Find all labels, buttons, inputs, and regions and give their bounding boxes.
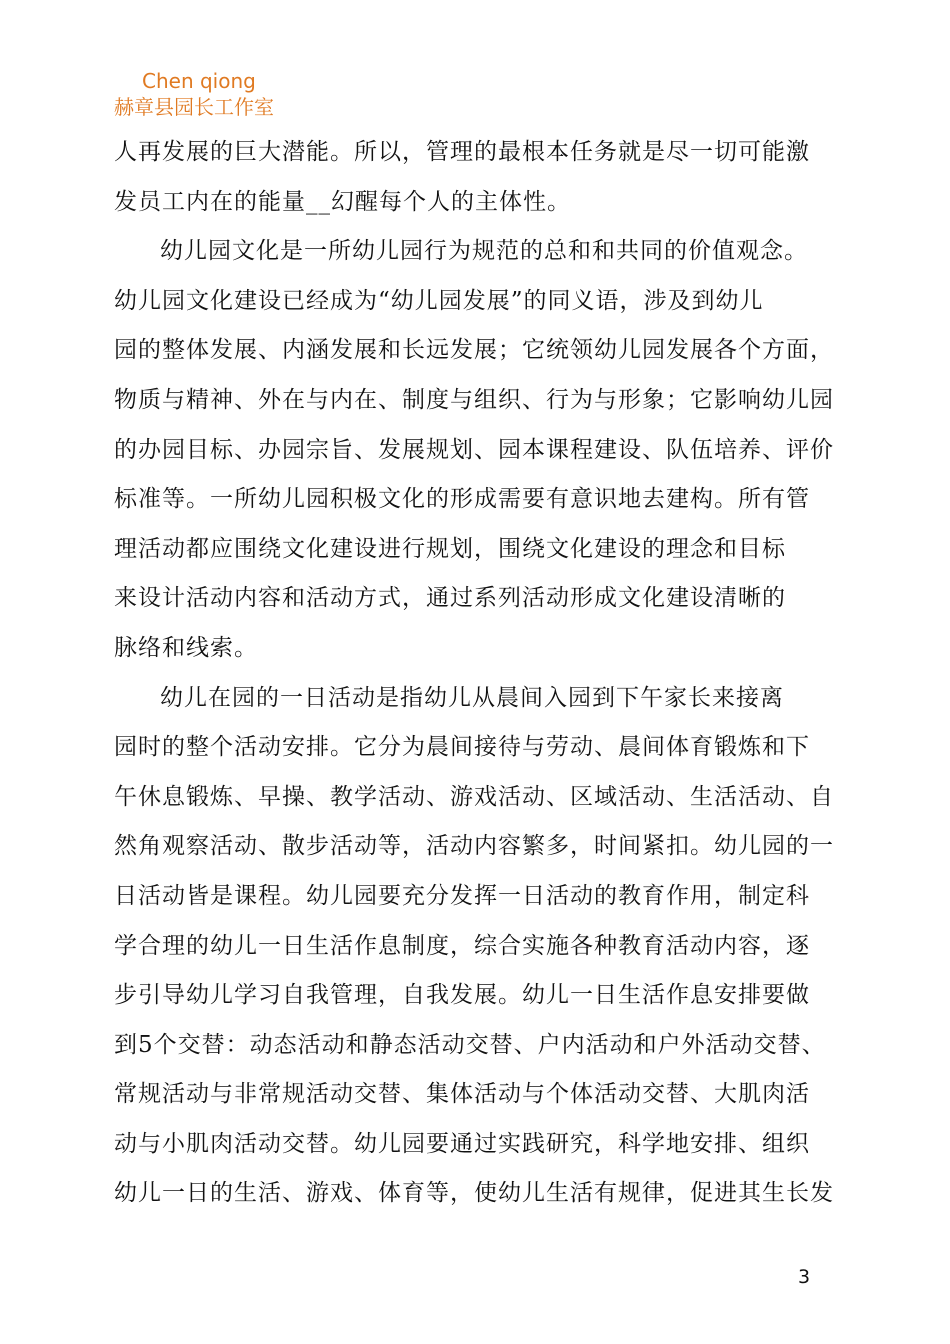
text-line: 脉络和线索。 — [114, 634, 258, 661]
text-line: 物质与精神、外在与内在、制度与组织、行为与形象；它影响幼儿园 — [114, 386, 834, 413]
text-line: 理活动都应围绕文化建设进行规划，围绕文化建设的理念和目标 — [114, 535, 786, 562]
header-author: Chen qiong — [142, 69, 256, 93]
paragraph-start-line: 幼儿园文化是一所幼儿园行为规范的总和和共同的价值观念。 — [160, 238, 808, 265]
text-line: 的办园目标、办园宗旨、发展规划、园本课程建设、队伍培养、评价 — [114, 436, 834, 463]
text-line: 幼儿园文化建设已经成为“幼儿园发展”的同义语，涉及到幼儿 — [114, 287, 764, 314]
page-header — [114, 68, 274, 120]
text-line: 来设计活动内容和活动方式，通过系列活动形成文化建设清晰的 — [114, 585, 786, 612]
text-line: 动与小肌肉活动交替。幼儿园要通过实践研究，科学地安排、组织 — [114, 1130, 810, 1157]
text-line: 人再发展的巨大潜能。所以，管理的最根本任务就是尽一切可能激 — [114, 139, 810, 165]
text-line: 学合理的幼儿一日生活作息制度，综合实施各种教育活动内容，逐 — [114, 932, 810, 959]
text-line: 步引导幼儿学习自我管理，自我发展。幼儿一日生活作息安排要做 — [114, 982, 810, 1009]
text-line: 午休息锻炼、早操、教学活动、游戏活动、区域活动、生活活动、自 — [114, 783, 834, 810]
page-number: 3 — [798, 1266, 811, 1288]
text-line: 园的整体发展、内涵发展和长远发展；它统领幼儿园发展各个方面， — [114, 337, 834, 364]
text-line: 发员工内在的能量__幻醒每个人的主体性。 — [114, 188, 571, 215]
text-line: 标准等。一所幼儿园积极文化的形成需要有意识地去建构。所有管 — [114, 486, 810, 513]
text-line: 到5个交替：动态活动和静态活动交替、户内活动和户外活动交替、 — [114, 1031, 826, 1058]
text-line: 常规活动与非常规活动交替、集体活动与个体活动交替、大肌肉活 — [114, 1081, 810, 1108]
text-line: 幼儿一日的生活、游戏、体育等，使幼儿生活有规律，促进其生长发 — [114, 1180, 834, 1207]
text-line: 日活动皆是课程。幼儿园要充分发挥一日活动的教育作用，制定科 — [114, 882, 810, 909]
text-line: 然角观察活动、散步活动等，活动内容繁多，时间紧扣。幼儿园的一 — [114, 833, 834, 860]
text-line: 园时的整个活动安排。它分为晨间接待与劳动、晨间体育锻炼和下 — [114, 734, 810, 761]
body-text — [114, 128, 854, 1219]
header-studio: 赫章县园长工作室 — [114, 95, 274, 119]
paragraph-start-line: 幼儿在园的一日活动是指幼儿从晨间入园到下午家长来接离 — [160, 684, 784, 711]
